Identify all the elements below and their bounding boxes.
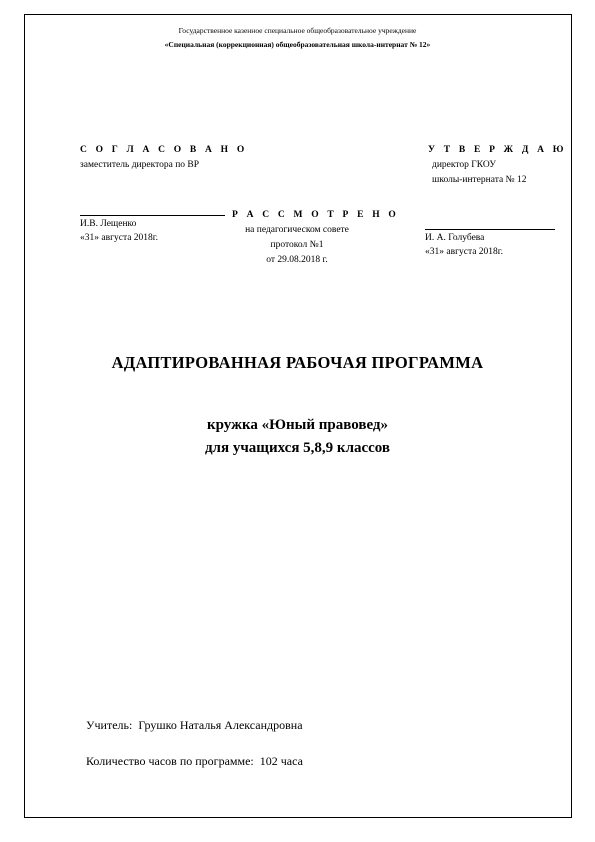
- document-subtitle-2: для учащихся 5,8,9 классов: [204, 440, 391, 456]
- agreed-heading: С О Г Л А С О В А Н О: [80, 145, 248, 155]
- hours-label: Количество часов по программе:: [86, 754, 254, 768]
- teacher-name: Грушко Наталья Александровна: [138, 718, 303, 732]
- teacher-label: Учитель:: [86, 718, 133, 732]
- institution-line-1: Государственное казенное специальное общеобразовательное учреждение: [178, 26, 417, 35]
- reviewed-protocol: протокол №1: [270, 240, 324, 250]
- reviewed-line-1: на педагогическом совете: [245, 225, 349, 235]
- approved-date: «31» августа 2018г.: [425, 247, 503, 257]
- agreed-date: «31» августа 2018г.: [80, 233, 158, 243]
- agreed-position: заместитель директора по ВР: [80, 160, 200, 170]
- approved-position-1: директор ГКОУ: [432, 160, 496, 170]
- institution-line-2: «Специальная (коррекционная) общеобразовательная школа-интернат № 12»: [164, 40, 431, 49]
- approved-position-2: школы-интерната № 12: [432, 175, 527, 185]
- reviewed-date: от 29.08.2018 г.: [266, 255, 328, 265]
- document-title: АДАПТИРОВАННАЯ РАБОЧАЯ ПРОГРАММА: [111, 353, 484, 372]
- approved-name: И. А. Голубева: [425, 233, 485, 243]
- hours-line: [86, 754, 303, 769]
- document-subtitle-1: кружка «Юный правовед»: [206, 417, 389, 433]
- agreed-name: И.В. Лещенко: [80, 219, 137, 229]
- teacher-line: [86, 718, 303, 733]
- approved-heading: У Т В Е Р Ж Д А Ю: [428, 145, 567, 155]
- approved-signature-line: [425, 229, 555, 230]
- page-border: [24, 14, 572, 818]
- hours-value: 102 часа: [259, 754, 303, 768]
- reviewed-heading: Р А С С М О Т Р Е Н О: [232, 210, 399, 220]
- agreed-signature-line: [80, 215, 225, 216]
